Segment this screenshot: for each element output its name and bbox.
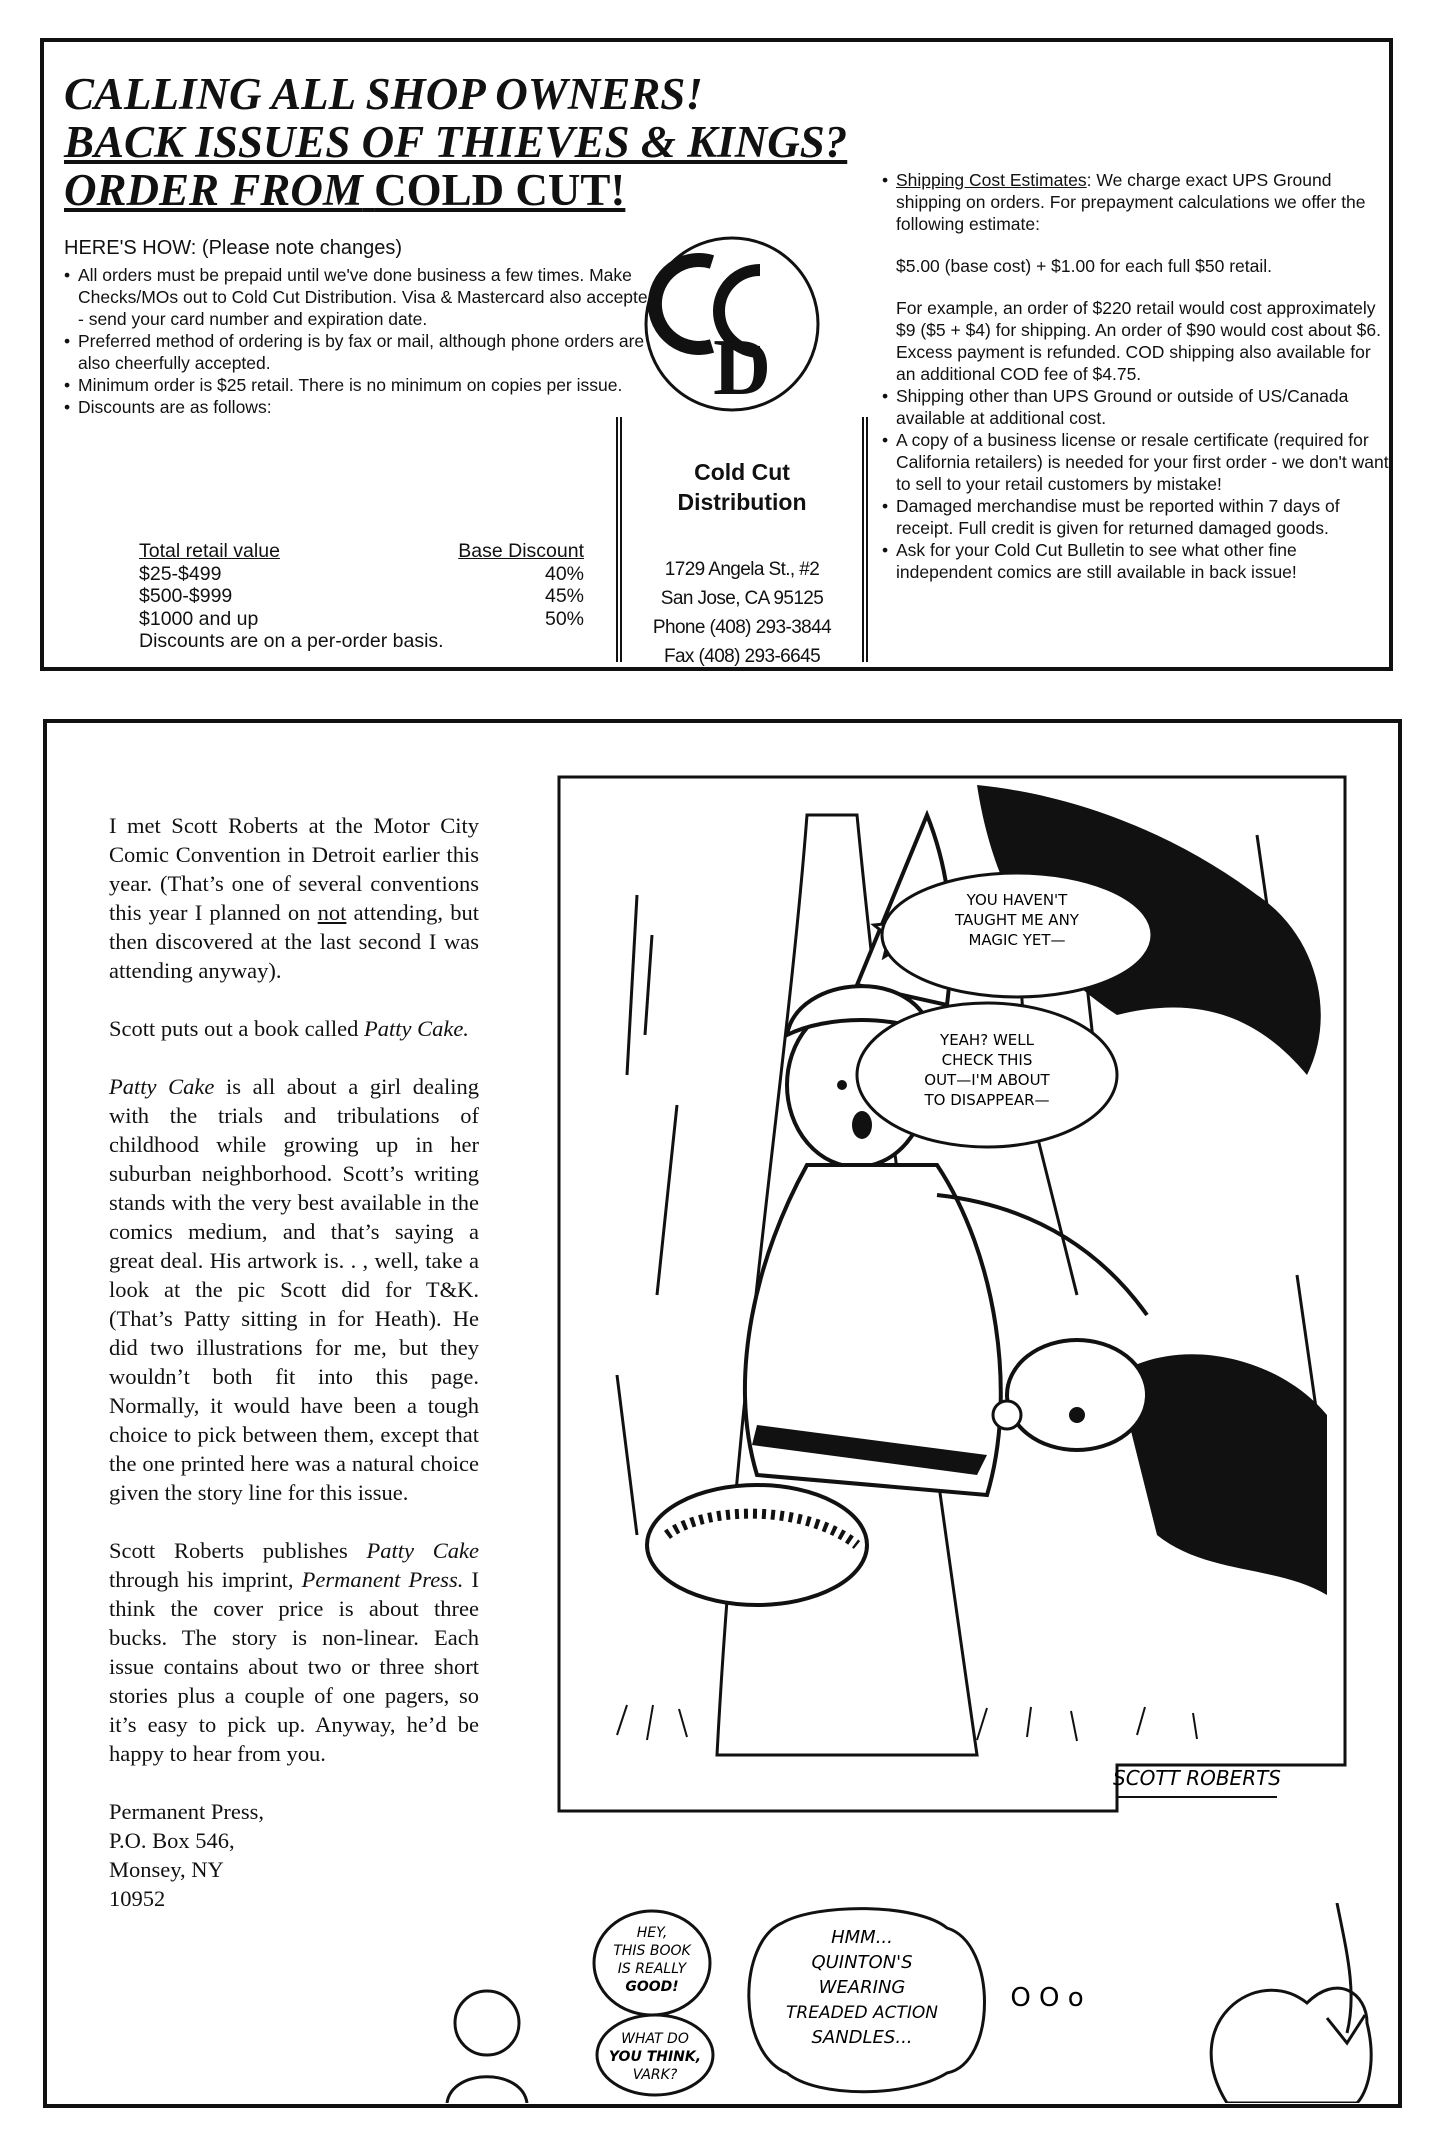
- balloon-line: OUT—I'M ABOUT: [924, 1071, 1050, 1089]
- thought-trail: O O o: [1010, 1983, 1084, 2013]
- howto-heading: HERE'S HOW: (Please note changes): [64, 237, 403, 259]
- balloon-line: TO DISAPPEAR—: [924, 1091, 1050, 1109]
- list-item: • Shipping other than UPS Ground or outside of US/Canada available at additional cost.: [882, 385, 1392, 429]
- distributor-name: Cold Cut Distribution: [677, 459, 807, 515]
- balloon-line: VARK?: [632, 2067, 678, 2083]
- table-row: $1000 and up 50%: [139, 607, 584, 630]
- distributor-contact: [616, 417, 868, 667]
- balloon-line: TAUGHT ME ANY: [955, 911, 1079, 929]
- paragraph: Scott puts out a book called Patty Cake.: [109, 1016, 469, 1041]
- publisher-address: Permanent Press, P.O. Box 546, Monsey, NY 10952: [109, 1799, 264, 1911]
- how-to-order: [64, 237, 664, 418]
- article-text: [109, 811, 479, 1913]
- bottom-comic-strip: [47, 1903, 1398, 2103]
- table-header: Total retail value Base Discount: [139, 540, 584, 562]
- shipping-info: [882, 169, 1392, 583]
- shipping-example: For example, an order of $220 retail would cost approximately $9 ($5 + $4) for shipping. An order of $90 would cost about $6. Excess payment is refunded. COD shipping also available for an additional COD fee of $4.75.: [896, 298, 1381, 384]
- ad-title: [64, 70, 847, 214]
- ad-title-line2: BACK ISSUES OF THIEVES & KINGS?: [64, 117, 848, 167]
- balloon-line: THIS BOOK: [613, 1943, 691, 1959]
- balloon-line: MAGIC YET—: [968, 931, 1066, 949]
- cold-cut-logo: [642, 234, 822, 414]
- distributor-address: 1729 Angela St., #2 San Jose, CA 95125 Phone (408) 293-3844 Fax (408) 293-6645: [652, 559, 832, 667]
- list-item: • Damaged merchandise must be reported within 7 days of receipt. Full credit is given for returned damaged goods.: [882, 495, 1392, 539]
- artist-signature: SCOTT ROBERTS: [1113, 1766, 1281, 1790]
- list-item: • Ask for your Cold Cut Bulletin to see what other fine independent comics are still available in back issue!: [882, 539, 1392, 583]
- list-item: • Discounts are as follows:: [64, 396, 664, 418]
- balloon-line: WHAT DO: [621, 2031, 689, 2047]
- balloon-line: WEARING: [818, 1977, 906, 1998]
- paragraph: I met Scott Roberts at the Motor City Comic Convention in Detroit earlier this year. (That’s one of several conventions this year I planned on not attending, but then discovered at the last second I was attending anyway).: [109, 813, 479, 983]
- paragraph: Scott Roberts publishes Patty Cake through his imprint, Permanent Press. I think the cover price is about three bucks. The story is non-linear. Each issue contains about two or three short stories plus a couple of one pagers, so it’s easy to pick up. Anyway, he’d be happy to hear from you.: [109, 1538, 480, 1766]
- list-item: • Shipping Cost Estimates: We charge exact UPS Ground shipping on orders. For prepayment calculations we offer the following estimate:: [882, 169, 1392, 235]
- list-item: • Preferred method of ordering is by fax or mail, although phone orders are also cheerfully accepted.: [64, 330, 664, 374]
- patty-cake-illustration: [557, 775, 1347, 1815]
- discount-table: [139, 540, 584, 653]
- balloon-line: TREADED ACTION: [786, 2003, 938, 2023]
- ad-title-line1: CALLING ALL SHOP OWNERS!: [64, 69, 703, 119]
- table-row: $25-$499 40%: [139, 562, 584, 585]
- balloon-line: SANDLES...: [811, 2027, 913, 2048]
- balloon-line: YOU THINK,: [608, 2049, 702, 2065]
- shipping-formula: $5.00 (base cost) + $1.00 for each full $50 retail.: [896, 256, 1272, 276]
- list-item: • All orders must be prepaid until we've done business a few times. Make Checks/MOs out to Cold Cut Distribution. Visa & Mastercard also accepted - send your card number and expiration date.: [64, 264, 664, 330]
- balloon-line: YOU HAVEN'T: [966, 891, 1068, 909]
- svg-text:D: D: [713, 324, 771, 412]
- list-item: • A copy of a business license or resale certificate (required for California retailers) is needed for your first order - we don't want to sell to your retail customers by mistake!: [882, 429, 1392, 495]
- list-item: • Minimum order is $25 retail. There is no minimum on copies per issue.: [64, 374, 664, 396]
- balloon-line: HEY,: [636, 1925, 668, 1941]
- balloon-line: HMM...: [831, 1927, 893, 1948]
- balloon-line: IS REALLY: [617, 1961, 687, 1977]
- article-box: [43, 719, 1402, 2108]
- howto-list: [64, 264, 664, 418]
- balloon-line: GOOD!: [625, 1979, 679, 1995]
- paragraph: Patty Cake is all about a girl dealing with the trials and tribulations of childhood while growing up in her suburban neighborhood. Scott’s writing stands with the very best available in the comics medium, and that’s saying a great deal. His artwork is. . , well, take a look at the pic Scott did for T&K. (That’s Patty sitting in for Heath). He did two illustrations for me, but they wouldn’t both fit into this page. Normally, it would have been a tough choice to pick between them, except that the one printed here was a natural choice given the story line for this issue.: [109, 1074, 479, 1505]
- balloon-line: CHECK THIS: [941, 1051, 1033, 1069]
- balloon-line: YEAH? WELL: [940, 1031, 1034, 1049]
- discount-note: Discounts are on a per-order basis.: [139, 630, 444, 652]
- table-row: $500-$999 45%: [139, 585, 584, 607]
- balloon-line: QUINTON'S: [811, 1952, 913, 1973]
- cold-cut-ad: [40, 38, 1393, 671]
- ad-title-line3: ORDER FROM COLD CUT!: [64, 165, 626, 215]
